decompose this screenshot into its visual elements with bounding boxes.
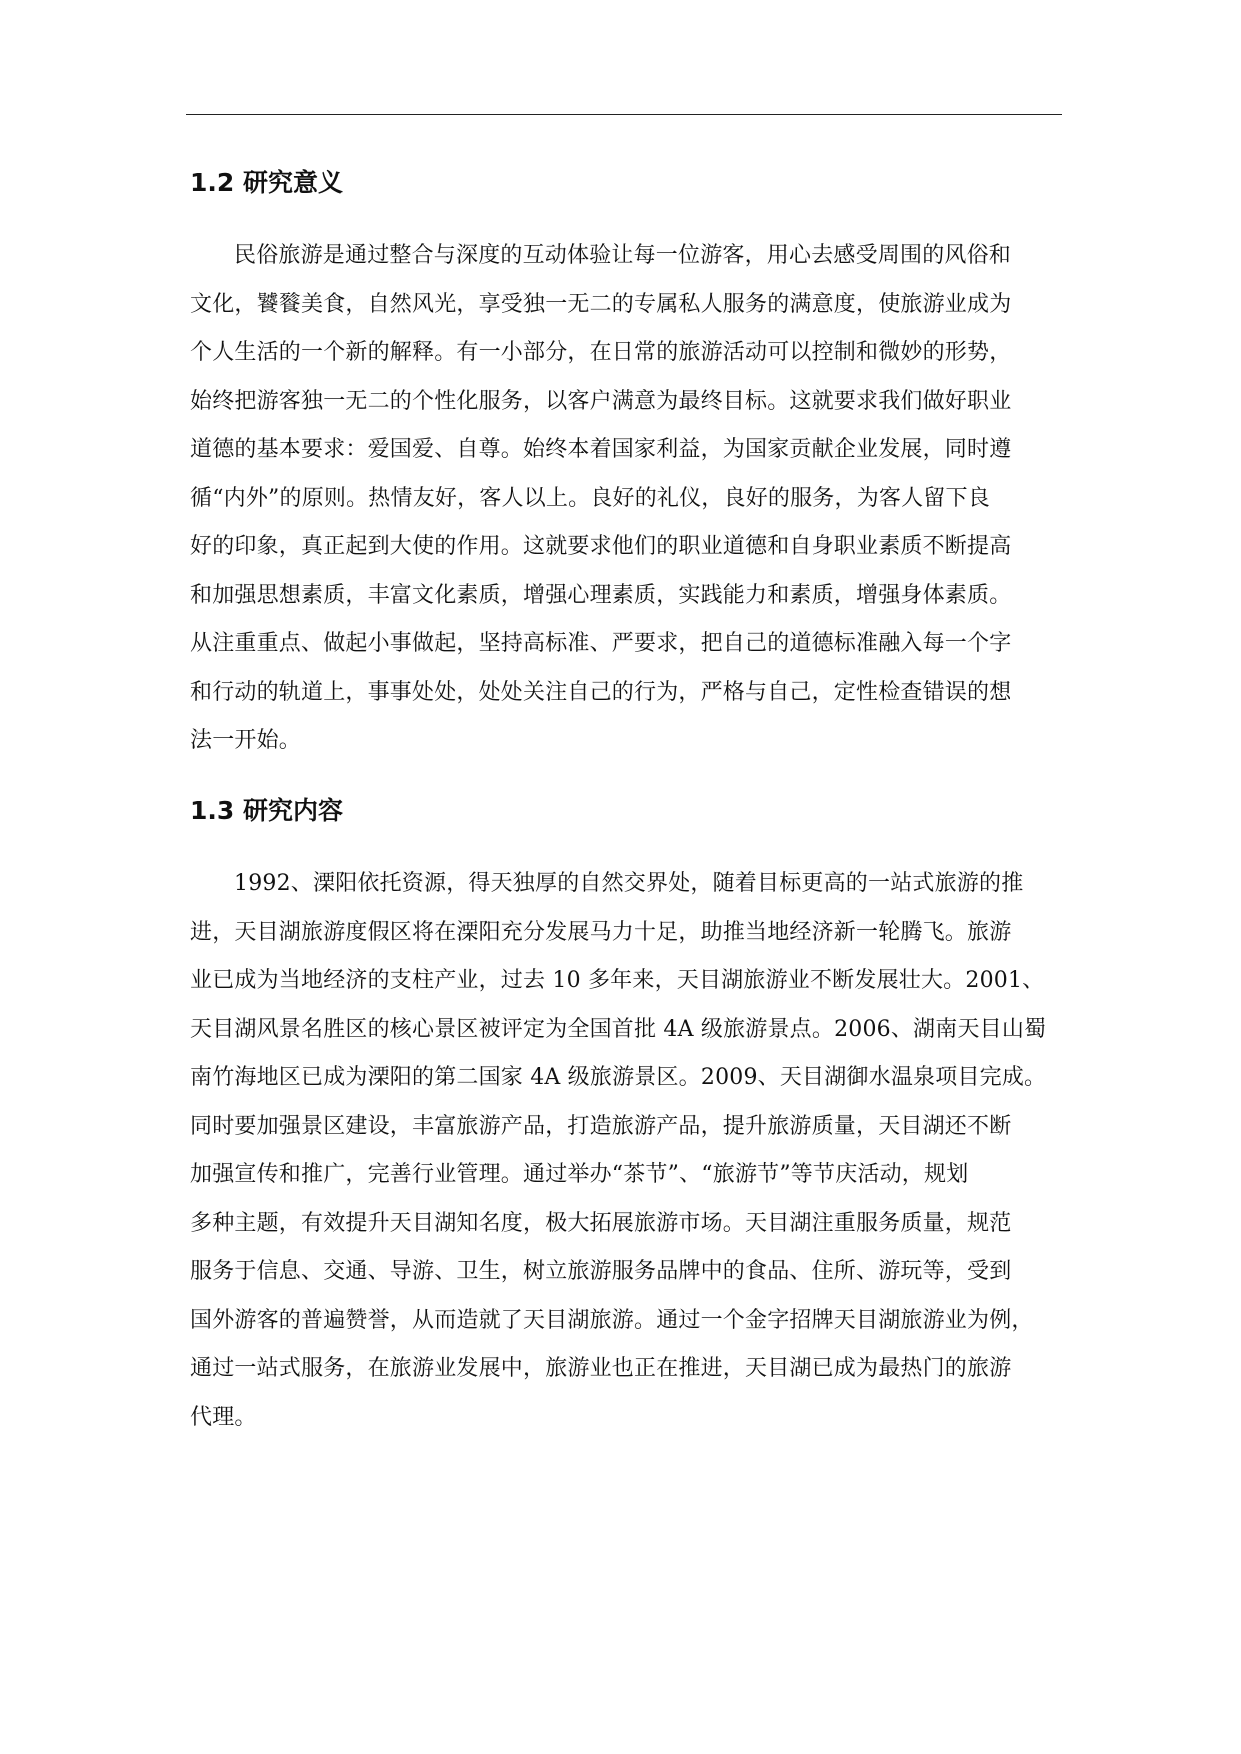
text-line: 从注重重点、做起小事做起，坚持高标准、严要求，把自己的道德标准融入每一个字 <box>190 631 1012 656</box>
text-line: 业已成为当地经济的支柱产业，过去 10 多年来，天目湖旅游业不断发展壮大。2001、 <box>190 968 1045 993</box>
text-line: 国外游客的普遍赞誉，从而造就了天目湖旅游。通过一个金字招牌天目湖旅游业为例， <box>190 1307 1034 1333</box>
text-line: 通过一站式服务，在旅游业发展中，旅游业也正在推进，天目湖已成为最热门的旅游 <box>190 1356 1012 1381</box>
text-line: 和加强思想素质，丰富文化素质，增强心理素质，实践能力和素质，增强身体素质。 <box>190 582 1012 608</box>
text-line: 1992、溧阳依托资源，得天独厚的自然交界处，随着目标更高的一站式旅游的推 <box>234 871 1024 896</box>
text-line: 民俗旅游是通过整合与深度的互动体验让每一位游客，用心去感受周围的风俗和 <box>234 243 1012 268</box>
text-line: 进，天目湖旅游度假区将在溧阳充分发展马力十足，助推当地经济新一轮腾飞。旅游 <box>190 919 1012 945</box>
text-line: 文化，饕餮美食，自然风光，享受独一无二的专属私人服务的满意度，使旅游业成为 <box>190 291 1012 317</box>
text-line: 个人生活的一个新的解释。有一小部分，在日常的旅游活动可以控制和微妙的形势， <box>190 340 1012 365</box>
paragraph-content <box>190 860 1062 1442</box>
paragraph-significance <box>190 232 1062 766</box>
text-line: 始终把游客独一无二的个性化服务，以客户满意为最终目标。这就要求我们做好职业 <box>190 388 1012 414</box>
text-line: 加强宣传和推广，完善行业管理。通过举办“茶节”、“旅游节”等节庆活动，规划 <box>190 1162 969 1187</box>
text-line: 南竹海地区已成为溧阳的第二国家 4A 级旅游景区。2009、天目湖御水温泉项目完成。 <box>190 1065 1047 1090</box>
text-line: 道德的基本要求：爱国爱、自尊。始终本着国家利益，为国家贡献企业发展，同时遵 <box>190 437 1012 462</box>
text-line: 代理。 <box>190 1404 257 1430</box>
text-line: 好的印象，真正起到大使的作用。这就要求他们的职业道德和自身职业素质不断提高 <box>190 534 1012 559</box>
text-line: 多种主题，有效提升天目湖知名度，极大拓展旅游市场。天目湖注重服务质量，规范 <box>190 1210 1012 1236</box>
section-heading-content: 1.3 研究内容 <box>190 796 343 825</box>
text-line: 服务于信息、交通、导游、卫生，树立旅游服务品牌中的食品、住所、游玩等，受到 <box>190 1259 1012 1284</box>
header-rule <box>186 114 1062 115</box>
text-line: 循“内外”的原则。热情友好，客人以上。良好的礼仪，良好的服务，为客人留下良 <box>190 485 990 511</box>
text-line: 同时要加强景区建设，丰富旅游产品，打造旅游产品，提升旅游质量，天目湖还不断 <box>190 1113 1012 1139</box>
text-line: 和行动的轨道上，事事处处，处处关注自己的行为，严格与自己，定性检查错误的想 <box>190 679 1012 705</box>
text-line: 天目湖风景名胜区的核心景区被评定为全国首批 4A 级旅游景点。2006、湖南天目山蜀 <box>190 1016 1047 1042</box>
section-heading-significance: 1.2 研究意义 <box>190 168 343 197</box>
text-line: 法一开始。 <box>190 728 302 753</box>
